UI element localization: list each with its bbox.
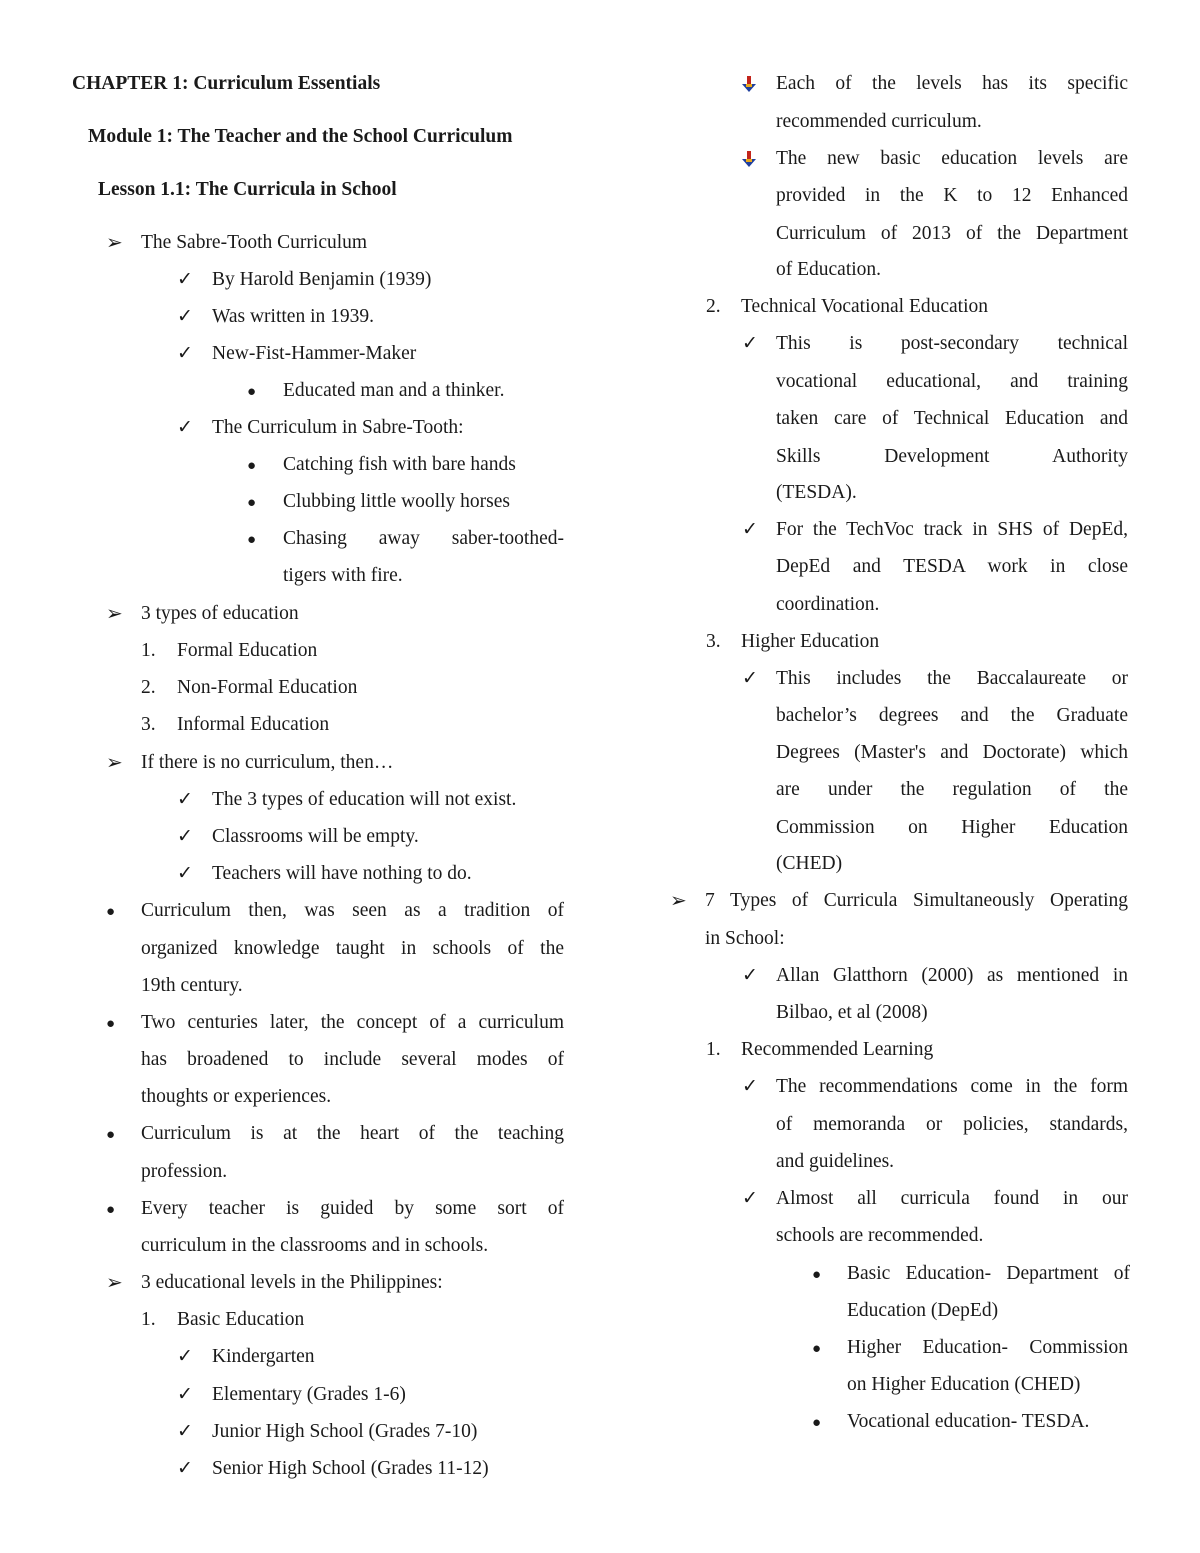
checkmark-bullet-icon: ✓ [742,668,758,689]
down-arrow-bullet-icon [742,149,756,176]
down-arrow-bullet-icon [742,74,756,101]
paragraph-line: vocational educational, and training [776,371,1128,392]
list-item: Kindergarten [212,1346,315,1367]
checkmark-bullet-icon: ✓ [177,1421,193,1442]
checkmark-bullet-icon: ✓ [742,965,758,986]
paragraph-line: taken care of Technical Education and [776,408,1128,429]
list-item: Senior High School (Grades 11-12) [212,1458,489,1479]
paragraph-line: provided in the K to 12 Enhanced [776,185,1128,206]
recommended-learning-heading: Recommended Learning [741,1039,934,1060]
paragraph-line: bachelor’s degrees and the Graduate [776,705,1128,726]
seven-types-heading-continuation: in School: [705,928,785,949]
higher-education-heading: Higher Education [741,631,880,652]
checkmark-bullet-icon: ✓ [177,306,193,327]
round-bullet-icon: ● [247,458,257,474]
lesson-title: Lesson 1.1: The Curricula in School [98,179,397,200]
round-bullet-icon: ● [106,904,116,920]
paragraph-line: and guidelines. [776,1151,895,1172]
paragraph-line: (CHED) [776,853,843,874]
checkmark-bullet-icon: ✓ [177,1384,193,1405]
checkmark-bullet-icon: ✓ [177,343,193,364]
paragraph-line: Two centuries later, the concept of a curriculum [141,1012,564,1033]
chapter-title: CHAPTER 1: Curriculum Essentials [72,73,381,94]
list-item: Higher Education- Commission [847,1337,1128,1358]
list-number: 3. [141,714,156,735]
arrowhead-bullet-icon: ➢ [106,603,123,625]
checkmark-bullet-icon: ✓ [177,269,193,290]
list-number: 1. [141,640,156,661]
paragraph-line: DepEd and TESDA work in close [776,556,1128,577]
paragraph-line: thoughts or experiences. [141,1086,332,1107]
seven-types-heading: 7 Types of Curricula Simultaneously Operating [705,890,1128,911]
checkmark-bullet-icon: ✓ [177,863,193,884]
list-item: Clubbing little woolly horses [283,491,510,512]
round-bullet-icon: ● [812,1415,822,1431]
round-bullet-icon: ● [106,1016,116,1032]
checkmark-bullet-icon: ✓ [742,1076,758,1097]
sabre-heading: The Sabre-Tooth Curriculum [141,232,368,253]
arrowhead-bullet-icon: ➢ [670,890,687,912]
types-heading: 3 types of education [141,603,299,624]
round-bullet-icon: ● [247,532,257,548]
round-bullet-icon: ● [106,1127,116,1143]
round-bullet-icon: ● [812,1267,822,1283]
paragraph-line: of memoranda or policies, standards, [776,1114,1128,1135]
paragraph-line: Allan Glatthorn (2000) as mentioned in [776,965,1128,986]
paragraph-line: Skills Development Authority [776,446,1128,467]
levels-heading: 3 educational levels in the Philippines: [141,1272,443,1293]
arrowhead-bullet-icon: ➢ [106,232,123,254]
paragraph-line: recommended curriculum. [776,111,982,132]
paragraph-line: profession. [141,1161,228,1182]
paragraph-line: of Education. [776,259,882,280]
round-bullet-icon: ● [247,384,257,400]
paragraph-line: curriculum in the classrooms and in schools. [141,1235,489,1256]
list-item-continuation: Education (DepEd) [847,1300,999,1321]
list-item: The Curriculum in Sabre-Tooth: [212,417,464,438]
checkmark-bullet-icon: ✓ [177,417,193,438]
paragraph-line: 19th century. [141,975,243,996]
arrowhead-bullet-icon: ➢ [106,1272,123,1294]
list-number: 1. [706,1039,721,1060]
paragraph-line: has broadened to include several modes of [141,1049,564,1070]
list-item: Catching fish with bare hands [283,454,516,475]
checkmark-bullet-icon: ✓ [742,519,758,540]
paragraph-line: This includes the Baccalaureate or [776,668,1128,689]
list-item: Educated man and a thinker. [283,380,505,401]
list-item-continuation: on Higher Education (CHED) [847,1374,1081,1395]
tech-voc-heading: Technical Vocational Education [741,296,988,317]
paragraph-line: This is post-secondary technical [776,333,1128,354]
round-bullet-icon: ● [247,495,257,511]
checkmark-bullet-icon: ✓ [177,1346,193,1367]
paragraph-line: Degrees (Master's and Doctorate) which [776,742,1128,763]
list-item: Elementary (Grades 1-6) [212,1384,406,1405]
list-number: 2. [706,296,721,317]
checkmark-bullet-icon: ✓ [742,1188,758,1209]
list-item: Chasing away saber-toothed- [283,528,564,549]
checkmark-bullet-icon: ✓ [177,826,193,847]
list-number: 1. [141,1309,156,1330]
paragraph-line: Every teacher is guided by some sort of [141,1198,564,1219]
no-curriculum-heading: If there is no curriculum, then… [141,752,394,773]
list-item-continuation: tigers with fire. [283,565,403,586]
paragraph-line: The new basic education levels are [776,148,1128,169]
paragraph-line: Curriculum then, was seen as a tradition of [141,900,564,921]
basic-education-heading: Basic Education [177,1309,305,1330]
list-item: Non-Formal Education [177,677,358,698]
list-item: Junior High School (Grades 7-10) [212,1421,478,1442]
list-item: The 3 types of education will not exist. [212,789,517,810]
round-bullet-icon: ● [812,1341,822,1357]
list-number: 2. [141,677,156,698]
paragraph-line: Each of the levels has its specific [776,73,1128,94]
paragraph-line: For the TechVoc track in SHS of DepEd, [776,519,1128,540]
paragraph-line: (TESDA). [776,482,857,503]
round-bullet-icon: ● [106,1202,116,1218]
list-item: Teachers will have nothing to do. [212,863,472,884]
paragraph-line: Bilbao, et al (2008) [776,1002,928,1023]
list-item: Vocational education- TESDA. [847,1411,1090,1432]
list-item: Classrooms will be empty. [212,826,419,847]
list-item: By Harold Benjamin (1939) [212,269,432,290]
list-item: Basic Education- Department of [847,1263,1130,1284]
paragraph-line: Commission on Higher Education [776,817,1128,838]
list-item: New-Fist-Hammer-Maker [212,343,417,364]
checkmark-bullet-icon: ✓ [742,333,758,354]
module-title: Module 1: The Teacher and the School Curriculum [88,126,513,147]
paragraph-line: Curriculum is at the heart of the teaching [141,1123,564,1144]
checkmark-bullet-icon: ✓ [177,789,193,810]
paragraph-line: coordination. [776,594,880,615]
list-item: Formal Education [177,640,318,661]
paragraph-line: are under the regulation of the [776,779,1128,800]
list-number: 3. [706,631,721,652]
paragraph-line: Almost all curricula found in our [776,1188,1128,1209]
paragraph-line: Curriculum of 2013 of the Department [776,223,1128,244]
list-item: Informal Education [177,714,330,735]
checkmark-bullet-icon: ✓ [177,1458,193,1479]
paragraph-line: schools are recommended. [776,1225,984,1246]
arrowhead-bullet-icon: ➢ [106,752,123,774]
paragraph-line: organized knowledge taught in schools of the [141,938,564,959]
list-item: Was written in 1939. [212,306,374,327]
paragraph-line: The recommendations come in the form [776,1076,1128,1097]
